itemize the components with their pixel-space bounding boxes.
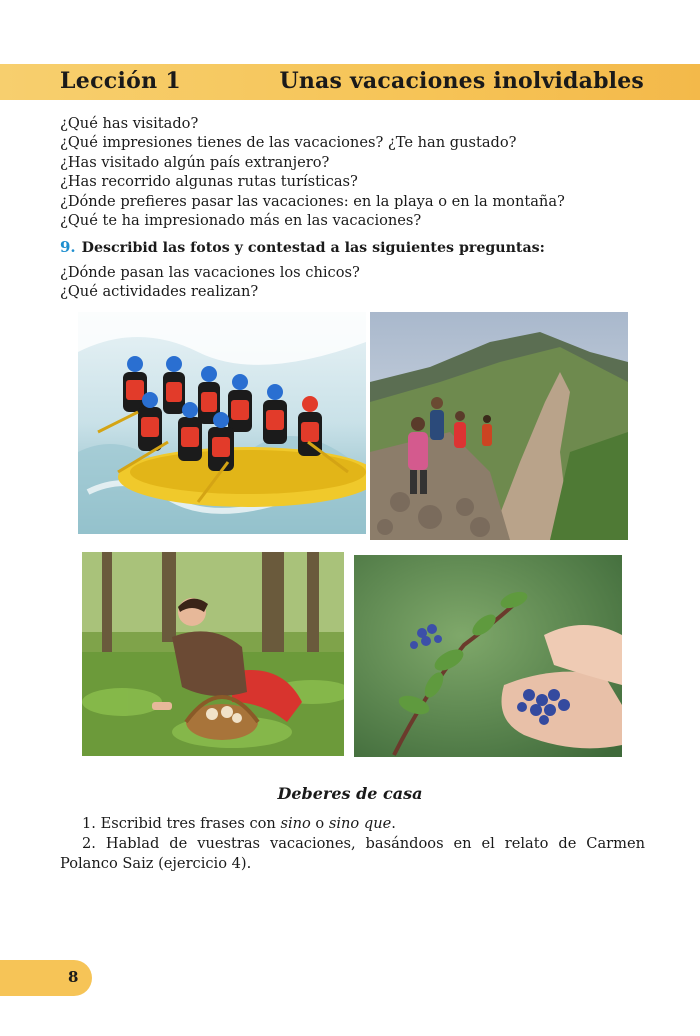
rafting-photo xyxy=(78,312,366,534)
lesson-number: Lección 1 xyxy=(60,68,181,94)
question-line: ¿Qué te ha impresionado más en las vacaciones? xyxy=(60,212,422,230)
homework-italic-term: sino que xyxy=(328,815,392,832)
homework-title: Deberes de casa xyxy=(277,784,423,803)
question-line: ¿Qué impresiones tienes de las vacaciones? ¿Te han gustado? xyxy=(60,134,517,152)
intro-questions xyxy=(60,114,660,230)
question-line: ¿Has recorrido algunas rutas turísticas? xyxy=(60,173,358,191)
exercise-heading xyxy=(60,238,545,256)
homework-item-1-connector: o xyxy=(310,815,329,832)
question-line: ¿Dónde prefieres pasar las vacaciones: en la playa o en la montaña? xyxy=(60,192,565,210)
question-line: ¿Qué has visitado? xyxy=(60,115,199,132)
homework-italic-term: sino xyxy=(280,815,311,832)
question-line: ¿Has visitado algún país extranjero? xyxy=(60,153,330,171)
mushroom-picking-photo xyxy=(82,552,344,756)
exercise-questions xyxy=(60,263,360,302)
homework-item-1-end: . xyxy=(391,815,396,832)
exercise-number: 9. xyxy=(60,238,76,256)
homework-item-1 xyxy=(60,814,645,834)
page-number: 8 xyxy=(68,968,79,986)
blueberry-picking-photo xyxy=(354,555,622,757)
homework-item-1-text: 1. Escribid tres frases con xyxy=(82,815,281,832)
mountain-hiking-photo xyxy=(370,312,628,540)
exercise-instruction: Describid las fotos y contestad a las siguientes preguntas: xyxy=(81,240,545,256)
exercise-question: ¿Dónde pasan las vacaciones los chicos? xyxy=(60,264,360,281)
exercise-question: ¿Qué actividades realizan? xyxy=(60,283,259,301)
lesson-title: Unas vacaciones inolvidables xyxy=(279,68,644,94)
homework-item-2: 2. Hablad de vuestras vacaciones, basándoos en el relato de Carmen Polanco Saiz (ejercicio 4). xyxy=(60,835,645,872)
